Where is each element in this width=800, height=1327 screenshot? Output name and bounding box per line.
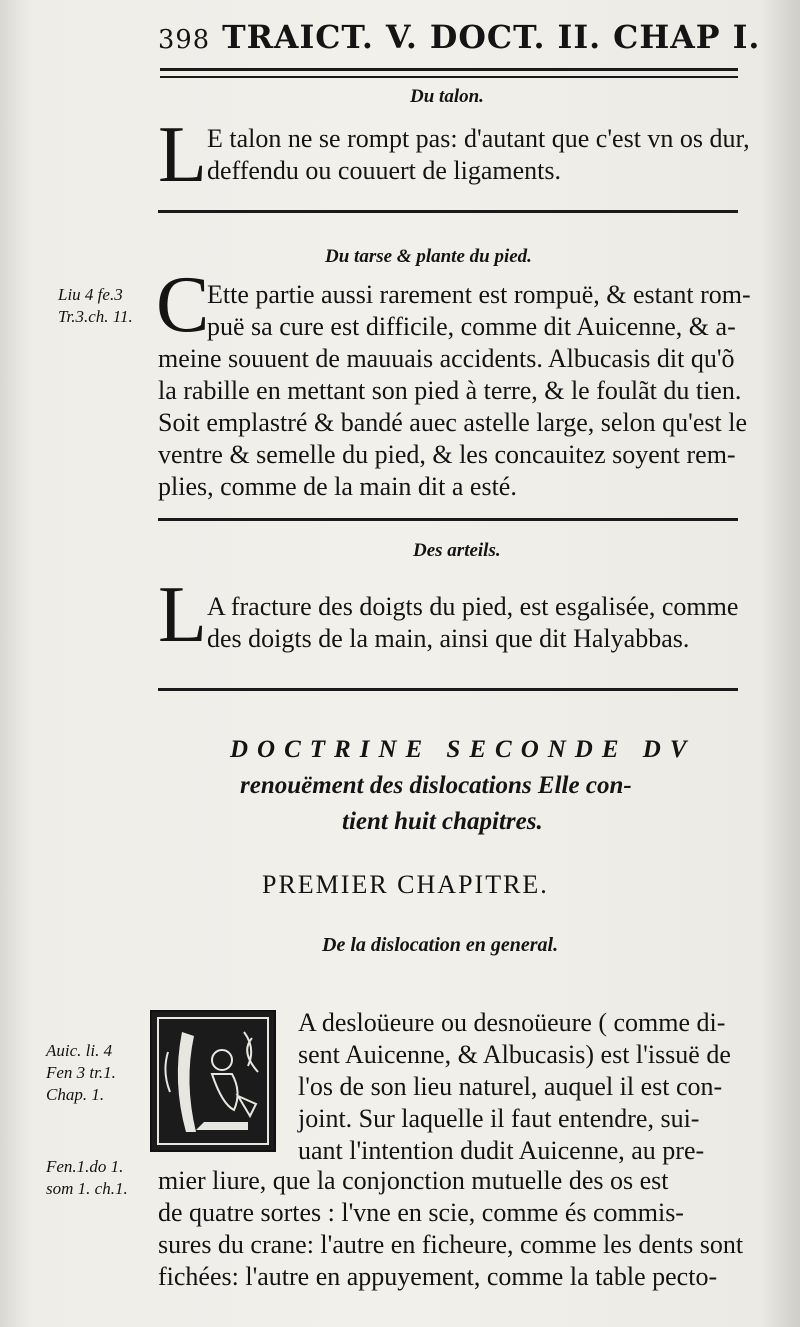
margin-note-line: Fen 3 tr.1. <box>46 1063 116 1082</box>
section-title-arteils: Des arteils. <box>413 540 501 561</box>
margin-note-auic <box>46 1040 116 1106</box>
margin-note-line: Tr.3.ch. 11. <box>58 307 133 326</box>
section-rule-2 <box>158 518 738 521</box>
margin-note-line: Chap. 1. <box>46 1085 105 1104</box>
margin-note-line: som 1. ch.1. <box>46 1179 128 1198</box>
dislocation-line-4: joint. Sur laquelle il faut entendre, sui- <box>298 1104 700 1133</box>
doctrine-heading: DOCTRINE SECONDE DV <box>230 736 696 763</box>
section-rule-3 <box>158 688 738 691</box>
section-title-talon: Du talon. <box>410 86 484 107</box>
margin-note-tarse <box>58 284 133 328</box>
drop-cap-talon: L <box>158 111 207 199</box>
section-title-tarse: Du tarse & plante du pied. <box>325 246 532 267</box>
dislocation-line-1: A desloüeure ou desnoüeure ( comme di- <box>298 1008 726 1037</box>
chapter-heading: PREMIER CHAPITRE. <box>262 870 549 899</box>
dislocation-line-6: mier liure, que la conjonction mutuelle des os est <box>158 1166 669 1195</box>
doctrine-line-3: tient huit chapitres. <box>342 808 543 835</box>
tarse-line-5: Soit emplastré & bandé auec astelle large, selon qu'est le <box>158 408 748 437</box>
drop-cap-tarse: C <box>156 261 210 349</box>
margin-note-line: Liu 4 fe.3 <box>58 285 123 304</box>
dislocation-line-8: sures du crane: l'autre en ficheure, comme les dents sont <box>158 1230 744 1259</box>
header-rule <box>160 68 738 71</box>
running-title: TRAICT. V. DOCT. II. CHAP I. <box>222 18 761 56</box>
tarse-line-4: la rabille en mettant son pied à terre, & le foulãt du tien. <box>158 376 742 405</box>
tarse-line-2: puë sa cure est difficile, comme dit Auicenne, & a- <box>207 312 736 341</box>
tarse-line-1: Ette partie aussi rarement est rompuë, & estant rom- <box>207 280 751 309</box>
margin-note-line: Fen.1.do 1. <box>46 1157 124 1176</box>
section-rule-1 <box>158 210 738 213</box>
drop-cap-arteils: L <box>158 571 207 659</box>
woodcut-illustration <box>152 1012 274 1150</box>
margin-note-fen <box>46 1156 128 1200</box>
talon-line-2: deffendu ou couuert de ligaments. <box>207 156 562 185</box>
dislocation-line-2: sent Auicenne, & Albucasis) est l'issuë de <box>298 1040 731 1069</box>
arteils-line-1: A fracture des doigts du pied, est esgalisée, comme <box>207 592 739 621</box>
page-number: 398 <box>158 25 211 55</box>
dislocation-line-5: uant l'intention dudit Auicenne, au pre- <box>298 1136 705 1165</box>
woodcut-initial <box>150 1010 276 1152</box>
arteils-line-2: des doigts de la main, ainsi que dit Halyabbas. <box>207 624 690 653</box>
dislocation-line-7: de quatre sortes : l'vne en scie, comme és commis- <box>158 1198 684 1227</box>
doctrine-line-2: renouëment des dislocations Elle con- <box>240 772 632 799</box>
tarse-line-3: meine souuent de mauuais accidents. Albucasis dit qu'õ <box>158 344 735 373</box>
tarse-line-7: plies, comme de la main dit a esté. <box>158 472 517 501</box>
dislocation-line-3: l'os de son lieu naturel, auquel il est con- <box>298 1072 723 1101</box>
running-header <box>158 18 760 56</box>
chapter-subtitle: De la dislocation en general. <box>322 934 559 956</box>
talon-line-1: E talon ne se rompt pas: d'autant que c'est vn os dur, <box>207 124 750 153</box>
dislocation-line-9: fichées: l'autre en appuyement, comme la table pecto- <box>158 1262 718 1291</box>
tarse-line-6: ventre & semelle du pied, & les concauitez soyent rem- <box>158 440 736 469</box>
margin-note-line: Auic. li. 4 <box>46 1041 113 1060</box>
header-rule-lower <box>160 76 738 78</box>
